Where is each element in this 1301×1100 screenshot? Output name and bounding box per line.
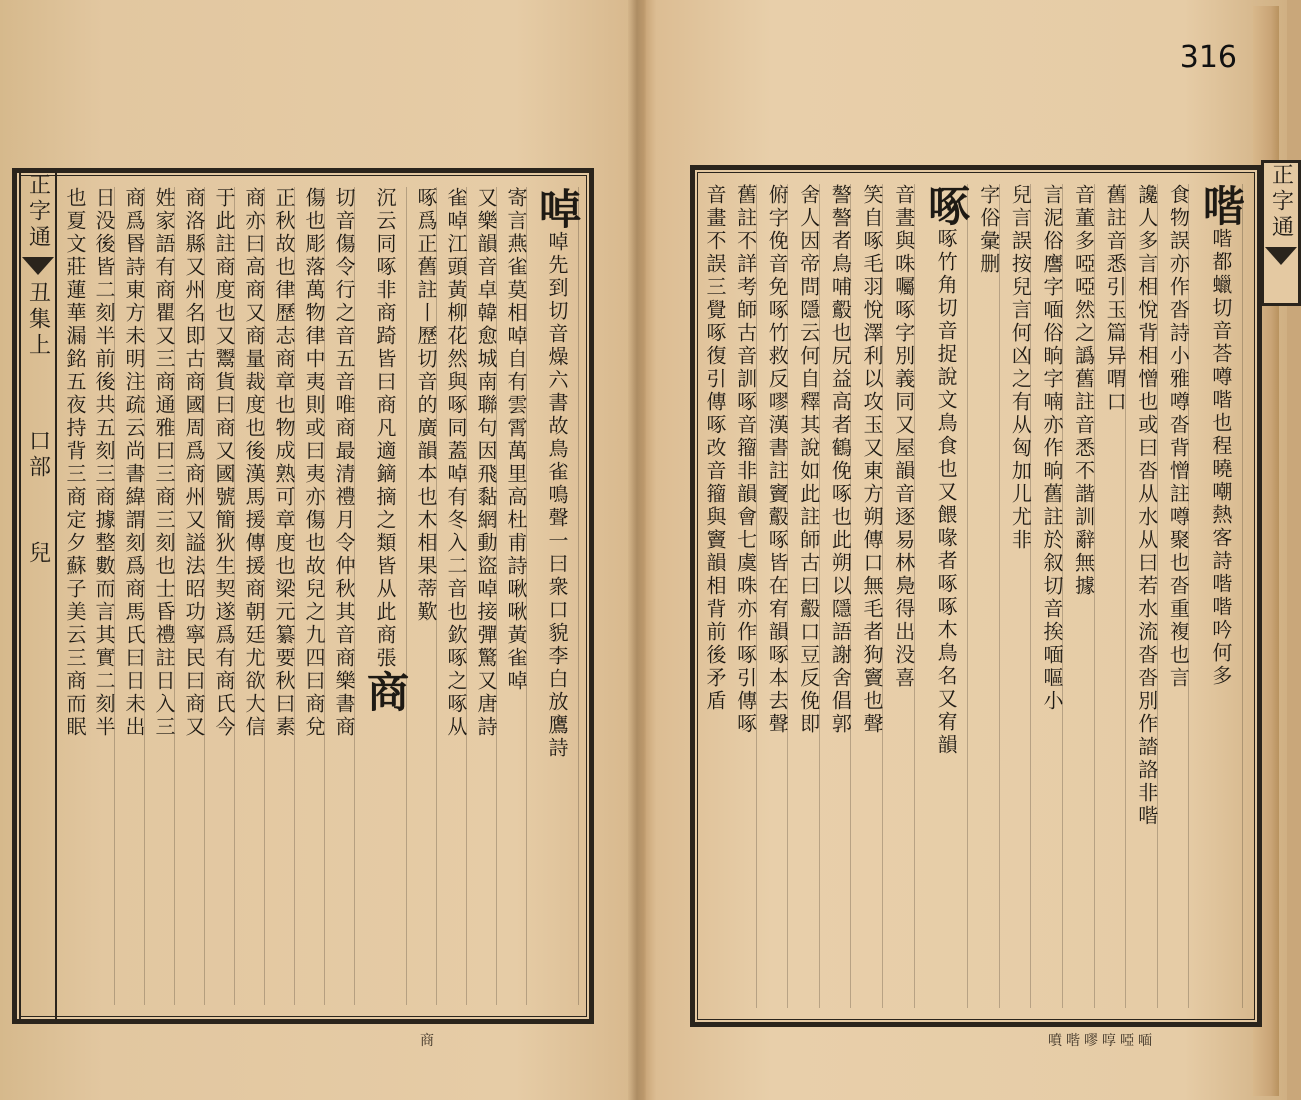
text-column: 食物誤亦作沓詩小雅噂沓背憎註噂聚也沓重複也言 — [1168, 184, 1189, 1008]
text-column: 字俗彙删 — [979, 184, 1000, 1008]
left-margin-section: 丑集上 — [25, 281, 51, 359]
left-margin-strip — [19, 173, 57, 1019]
text-column: 音晝與咮囑啄字別義同又屋韻音逐易林鳧得出没喜 — [894, 184, 915, 1008]
headword: 喈 — [1196, 184, 1246, 228]
text-column: 兒言誤按兒言何凶之有从匈加儿尤非 — [1010, 184, 1031, 1008]
left-margin-title: 正字通 — [25, 173, 51, 251]
text-column: 傷也彫落萬物律中夷則或曰夷亦傷也故兒之九四曰商兌 — [304, 187, 325, 1005]
book-gutter — [628, 0, 646, 1100]
right-text-columns — [703, 184, 1246, 1008]
text-column: 寄言燕雀莫相啅自有雲霄萬里高杜甫詩啾啾黃雀啅 — [506, 187, 527, 1005]
text-column: 正秋故也律歷志商章也物成熟可章度也梁元纂要秋曰素 — [274, 187, 295, 1005]
text-column: 言泥俗譍字喕俗晌字喃亦作晌舊註於叙切音挨喕嘔小 — [1042, 184, 1063, 1008]
text-column: 音畫不誤三覺啄復引傳啄改音籀與竇韻相背前後矛盾 — [703, 184, 727, 713]
left-page-frame — [12, 168, 594, 1024]
text-column: 俯字俛音免啄竹救反嘐漢書註竇鷇啄皆在宥韻啄本去聲 — [767, 184, 788, 1008]
text-column: 商爲昬詩東方未明注疏云尚書緯謂刻爲商馬氏曰日未出 — [124, 187, 145, 1005]
fish-tail-icon — [1265, 247, 1297, 265]
right-headwords: 噴喈嘐啍啞喕 — [1048, 1033, 1156, 1049]
text-column: 啅啅先到切音燥六書故鳥雀鳴聲一曰衆口貌李白放鷹詩 — [536, 187, 579, 1005]
text-column: 啄爲正舊註丨歷切音的廣韻本也木相果蒂歎 — [416, 187, 437, 1005]
text-column: 商洛縣又州名即古商國周爲商州又謚法昭功寧民曰商又 — [184, 187, 205, 1005]
text-column: 喈喈都蠟切音荅噂喈也程曉嘲熱客詩喈喈吟何多 — [1200, 184, 1243, 1008]
text-column: 沉云同啄非商踦皆曰商凡適鏑摘之類皆从此商張商 — [364, 187, 407, 1005]
text-column: 舊註音悉引玉篇异喟口 — [1105, 184, 1126, 1008]
text-column: 切音傷令行之音五音唯商最清禮月令仲秋其音商樂書商 — [334, 187, 355, 1005]
text-column: 日没後皆二刻半前後共五刻三商據整數而言其實二刻半 — [94, 187, 115, 1005]
left-margin-range: 兒 — [25, 541, 51, 567]
headword: 啅 — [533, 187, 582, 231]
text-column: 姓家語有商瞿又三商通雅曰三商三刻也士昏禮註日入三 — [154, 187, 175, 1005]
text-column: 雀啅江頭黃柳花然與啄同蓋啅有冬入二音也欽啄之啄从 — [446, 187, 467, 1005]
right-page-frame — [690, 163, 1294, 1027]
text-column: 舊註不詳考師古音訓啄音籀非韻會七虞咮亦作啄引傳啄 — [736, 184, 757, 1008]
left-text-columns — [63, 187, 582, 1005]
fish-tail-icon — [22, 257, 54, 275]
right-margin-title: 正字通 — [1268, 163, 1294, 241]
text-column: 讒人多言相悅背相憎也或曰沓从水从曰若水流沓沓別作誻詻非喈 — [1137, 184, 1158, 1008]
left-headwords: 商 — [420, 1033, 434, 1049]
text-column: 謷謷者鳥哺鷇也尻益高者鶴俛啄也此朔以隱語謝舍倡郭 — [830, 184, 851, 1008]
headword: 啄 — [922, 184, 972, 228]
text-column: 又樂韻音卓韓愈城南聯句因飛黏網動盜啅接彈驚又唐詩 — [476, 187, 497, 1005]
text-column: 音董多啞啞然之譌舊註音悉不諧訓辭無據 — [1074, 184, 1095, 1008]
text-column: 啄啄竹角切音捉說文鳥食也又餵喙者啄啄木鳥名又宥韻 — [925, 184, 968, 1008]
text-column: 笑自啄毛羽悅澤利以攻玉又東方朔傳口無毛者狗竇也聲 — [862, 184, 883, 1008]
page-number: 316 — [1179, 40, 1237, 75]
left-margin-radical: 口部 — [25, 429, 51, 481]
text-column: 也夏文莊蓮華漏銘五夜持背三商定夕蘇子美云三商而眠 — [63, 187, 87, 739]
text-column: 舍人因帝問隱云何自釋其說如此註師古曰鷇口豆反俛即 — [799, 184, 820, 1008]
right-margin-strip — [1261, 160, 1301, 306]
text-column: 于此註商度也又鬻貨曰商又國號簡狄生契遂爲有商氏今 — [214, 187, 235, 1005]
text-column: 商亦曰高商又商量裁度也後漢馬援傳援商朝廷尤欲大信 — [244, 187, 265, 1005]
headword: 商 — [361, 670, 410, 714]
